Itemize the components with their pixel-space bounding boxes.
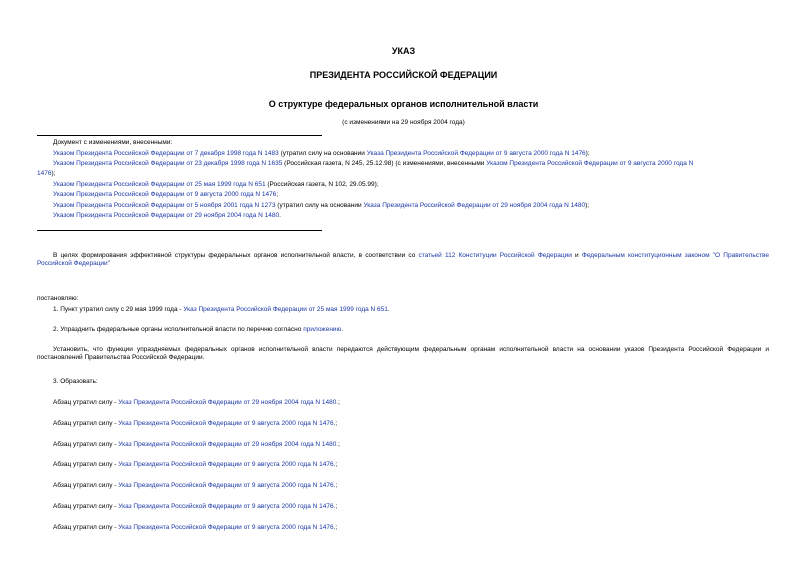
- repealing-decree-link[interactable]: Указ Президента Российской Федерации от 9 августа 2000 года N 1476.: [118, 523, 336, 531]
- amendment-text: (Российская газета, N 245, 25.12.98) (с изменениями, внесенными: [282, 160, 487, 167]
- amendment-date-note: (с изменениями на 29 ноября 2004 года): [342, 119, 465, 126]
- amendment-link-1273[interactable]: Указом Президента Российской Федерации от 5 ноября 2001 года N 1273: [53, 202, 276, 209]
- amendment-line-1: [53, 150, 590, 158]
- paragraph-2-text: 2. Упразднить федеральные органы исполнительной власти по перечню согласно: [53, 326, 304, 333]
- punctuation: ;: [335, 461, 338, 469]
- repealed-prefix: Абзац утратил силу -: [53, 523, 119, 531]
- repealing-decree-link[interactable]: Указ Президента Российской Федерации от 9 августа 2000 года N 1476.: [118, 503, 336, 510]
- repealed-prefix: Абзац утратил силу -: [53, 461, 119, 469]
- punctuation: ;: [335, 482, 338, 490]
- punctuation: .: [341, 326, 344, 333]
- amendment-line-2: [53, 160, 693, 168]
- repealed-paragraph: [53, 503, 337, 511]
- amendment-link-1476[interactable]: Указом Президента Российской Федерации от 9 августа 2000 года N: [486, 160, 694, 167]
- punctuation: );: [585, 150, 590, 157]
- preamble-paragraph: [37, 252, 769, 268]
- amendment-link-1635[interactable]: Указом Президента Российской Федерации от 23 декабря 1998 года N 1635: [53, 160, 283, 167]
- repealed-prefix: Абзац утратил силу -: [53, 440, 119, 448]
- punctuation: );: [51, 170, 56, 177]
- amendment-link-1480[interactable]: Указом Президента Российской Федерации от 29 ноября 2004 года N 1480: [53, 212, 280, 219]
- repealing-decree-link[interactable]: Указ Президента Российской Федерации от 9 августа 2000 года N 1476.: [118, 419, 336, 427]
- constitution-link[interactable]: статьей 112 Конституции Российской Федерации: [418, 252, 572, 259]
- punctuation: .: [387, 306, 390, 313]
- amendment-link-651[interactable]: Указом Президента Российской Федерации от 25 мая 1999 года N 651: [53, 181, 266, 188]
- amendment-line-6: [53, 212, 281, 220]
- preamble-conjunction: и: [571, 252, 582, 259]
- paragraph-1: [53, 306, 390, 314]
- document-heading: О структуре федеральных органов исполнительной власти: [268, 99, 539, 109]
- repealed-prefix: Абзац утратил силу -: [53, 503, 119, 510]
- punctuation: ;: [338, 399, 340, 406]
- government-law-link[interactable]: Федеральным конституционным законом "О Правительстве Российской Федерации": [37, 252, 769, 267]
- amendment-line-5: [53, 202, 589, 210]
- paragraph-3: 3. Образовать:: [53, 378, 98, 385]
- amendment-text: (Российская газета, N 102, 29.05.99);: [265, 181, 379, 188]
- amendment-link-1476[interactable]: Указа Президента Российской Федерации от 9 августа 2000 года N 1476: [366, 150, 586, 157]
- repealing-decree-link[interactable]: Указ Президента Российской Федерации от 29 ноября 2004 года N 1480.: [118, 399, 339, 406]
- document-title: УКАЗ: [391, 46, 416, 56]
- repealing-decree-link[interactable]: Указ Президента Российской Федерации от 9 августа 2000 года N 1476.: [118, 482, 336, 490]
- repealing-decree-link[interactable]: Указ Президента Российской Федерации от 9 августа 2000 года N 1476.: [118, 461, 336, 469]
- repealed-paragraph: [53, 441, 340, 449]
- punctuation: ;: [338, 440, 340, 448]
- amendment-text: (утратил силу на основании: [275, 202, 364, 209]
- paragraph-2: [53, 326, 343, 334]
- amendment-text: (утратил силу на основании: [278, 150, 367, 157]
- repealed-paragraph: [53, 420, 337, 428]
- punctuation: );: [585, 202, 590, 209]
- amendment-link-1476[interactable]: Указом Президента Российской Федерации от 9 августа 2000 года N 1476: [53, 191, 277, 198]
- document-subtitle: ПРЕЗИДЕНТА РОССИЙСКОЙ ФЕДЕРАЦИИ: [309, 70, 498, 80]
- decree-word: постановляю:: [37, 295, 79, 302]
- punctuation: ;: [335, 419, 338, 427]
- amendments-intro: Документ с изменениями, внесенными:: [53, 139, 173, 146]
- repealed-paragraph: [53, 461, 337, 469]
- amendment-line-4: [53, 191, 278, 199]
- decree-651-link[interactable]: Указ Президента Российской Федерации от 25 мая 1999 года N 651: [183, 306, 388, 313]
- amendment-link-1483[interactable]: Указом Президента Российской Федерации от 7 декабря 1998 года N 1483: [53, 150, 279, 157]
- repealed-prefix: Абзац утратил силу -: [53, 399, 119, 406]
- repealing-decree-link[interactable]: Указ Президента Российской Федерации от 29 ноября 2004 года N 1480.: [118, 440, 339, 448]
- divider-bottom: [37, 230, 322, 231]
- appendix-link[interactable]: приложению: [303, 326, 342, 333]
- amendment-link-1476-cont[interactable]: 1476: [37, 170, 52, 177]
- paragraph-1-text: 1. Пункт утратил силу с 29 мая 1999 года -: [53, 306, 184, 313]
- amendment-line-2-cont: [37, 170, 55, 178]
- punctuation: ;: [276, 191, 279, 198]
- punctuation: .: [279, 212, 281, 219]
- repealed-paragraph: [53, 399, 340, 407]
- punctuation: ;: [335, 523, 338, 531]
- preamble-text: В целях формирования эффективной структуры федеральных органов исполнительной власти, в соответствии со: [53, 252, 419, 259]
- amendment-link-1480[interactable]: Указа Президента Российской Федерации от 29 ноября 2004 года N 1480: [363, 202, 586, 209]
- repealed-paragraph: [53, 482, 337, 490]
- repealed-paragraph: [53, 524, 337, 532]
- divider-top: [37, 135, 322, 136]
- repealed-prefix: Абзац утратил силу -: [53, 482, 119, 490]
- punctuation: ;: [335, 503, 338, 510]
- amendment-line-3: [53, 181, 379, 189]
- paragraph-functions: Установить, что функции упраздняемых федеральных органов исполнительной власти передаются действующим федеральным органам исполнительной власти на основании указов Президента Российской Федерации и постановлений Правительства Российской Федерации.: [37, 346, 769, 361]
- repealed-prefix: Абзац утратил силу -: [53, 419, 119, 427]
